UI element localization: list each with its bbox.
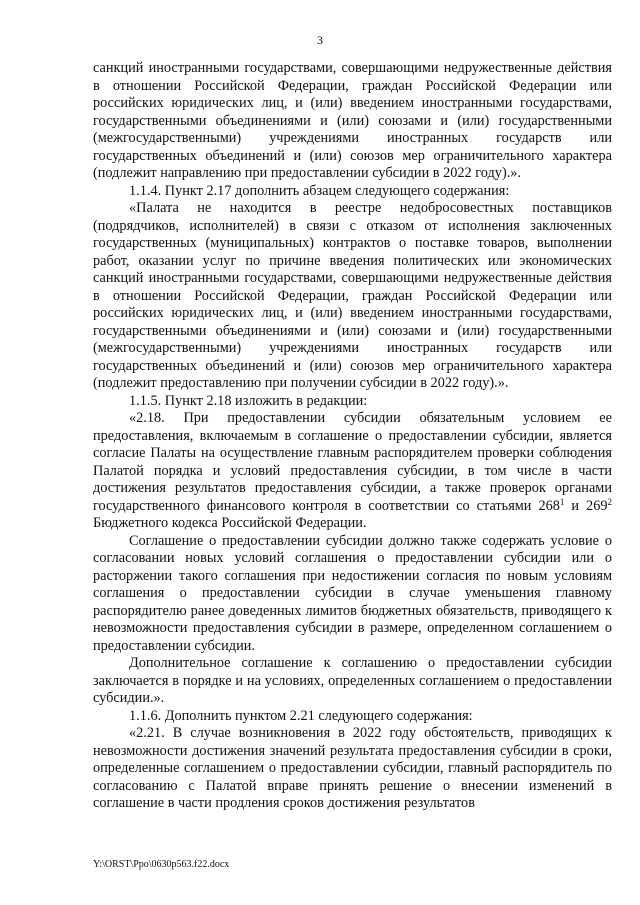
paragraph-1-1-6: 1.1.6. Дополнить пунктом 2.21 следующего содержания: [129,707,473,724]
paragraph-2-18-text: «2.18. При предоставлении субсидии обязательным условием ее предоставления, включаемым в соглашение о предоставлении субсидии, является согласие Палаты на осуществление главным распорядителем проверки соблюдения Палатой порядка и условий предоставления субсидии, в том числе в части достижения результатов предоставления субсидии, а также проверок органами государственного финансового контроля в соответствии со статьями 268 [93,410,612,514]
document-body [93,60,612,813]
paragraph-continuation: санкций иностранными государствами, совершающими недружественные действия в отношении Российской Федерации, граждан Российской Федерации или российских юридических лиц, и (или) введением иностранными государствами, государственными объединениями и (или) союзами и (или) государственными (межгосударственными) учреждениями иностранных государств или государственных объединений и (или) союзов мер ограничительного характера (подлежит направлению при предоставлении субсидии в 2022 году).». [93,60,612,181]
file-path-footer: Y:\ORST\Ppo\0630p563.f22.docx [93,859,230,870]
paragraph-1-1-4: 1.1.4. Пункт 2.17 дополнить абзацем следующего содержания: [129,182,510,199]
paragraph-2-18-mid: и 269 [564,497,608,514]
paragraph-quote-2-17: «Палата не находится в реестре недобросовестных поставщиков (подрядчиков, исполнителей) в связи с отказом от исполнения заключенных государственных (муниципальных) контрактов о поставке товаров, выполнении работ, оказании услуг по причине введения политических или экономических санкций иностранными государствами, совершающими недружественные действия в отношении Российской Федерации, граждан Российской Федерации или российских юридических лиц, и (или) введением иностранными государствами, государственными объединениями и (или) союзами и (или) государственными (межгосударственными) учреждениями иностранных государств или государственных объединений и (или) союзов мер ограничительного характера (подлежит предоставлению при получении субсидии в 2022 году).». [93,200,612,391]
paragraph-2-18 [93,410,612,533]
paragraph-additional-agreement: Дополнительное соглашение к соглашению о предоставлении субсидии заключается в порядке и на условиях, определенных соглашением о предоставлении субсидии.». [93,655,612,706]
paragraph-1-1-5: 1.1.5. Пункт 2.18 изложить в редакции: [129,392,368,409]
paragraph-agreement-conditions: Соглашение о предоставлении субсидии должно также содержать условие о согласовании новых условий соглашения о предоставлении субсидии или о расторжении такого соглашения при недостижении согласия по новым условиям соглашения о предоставлении субсидии в случае уменьшения главному распорядителю ранее доведенных лимитов бюджетных обязательств, приводящего к невозможности предоставления субсидии в размере, определенном соглашением о предоставлении субсидии. [93,532,612,654]
page-number: 3 [317,33,323,47]
paragraph-2-18-tail: Бюджетного кодекса Российской Федерации. [93,515,367,531]
superscript-1: 1 [559,496,565,507]
superscript-2: 2 [607,496,612,507]
paragraph-2-21: «2.21. В случае возникновения в 2022 году обстоятельств, приводящих к невозможности достижения значений результата предоставления субсидии в сроки, определенные соглашением о предоставлении субсидии, главный распорядитель по согласованию с Палатой вправе принять решение о внесении изменений в соглашение в части продления сроков достижения результатов [93,725,612,811]
